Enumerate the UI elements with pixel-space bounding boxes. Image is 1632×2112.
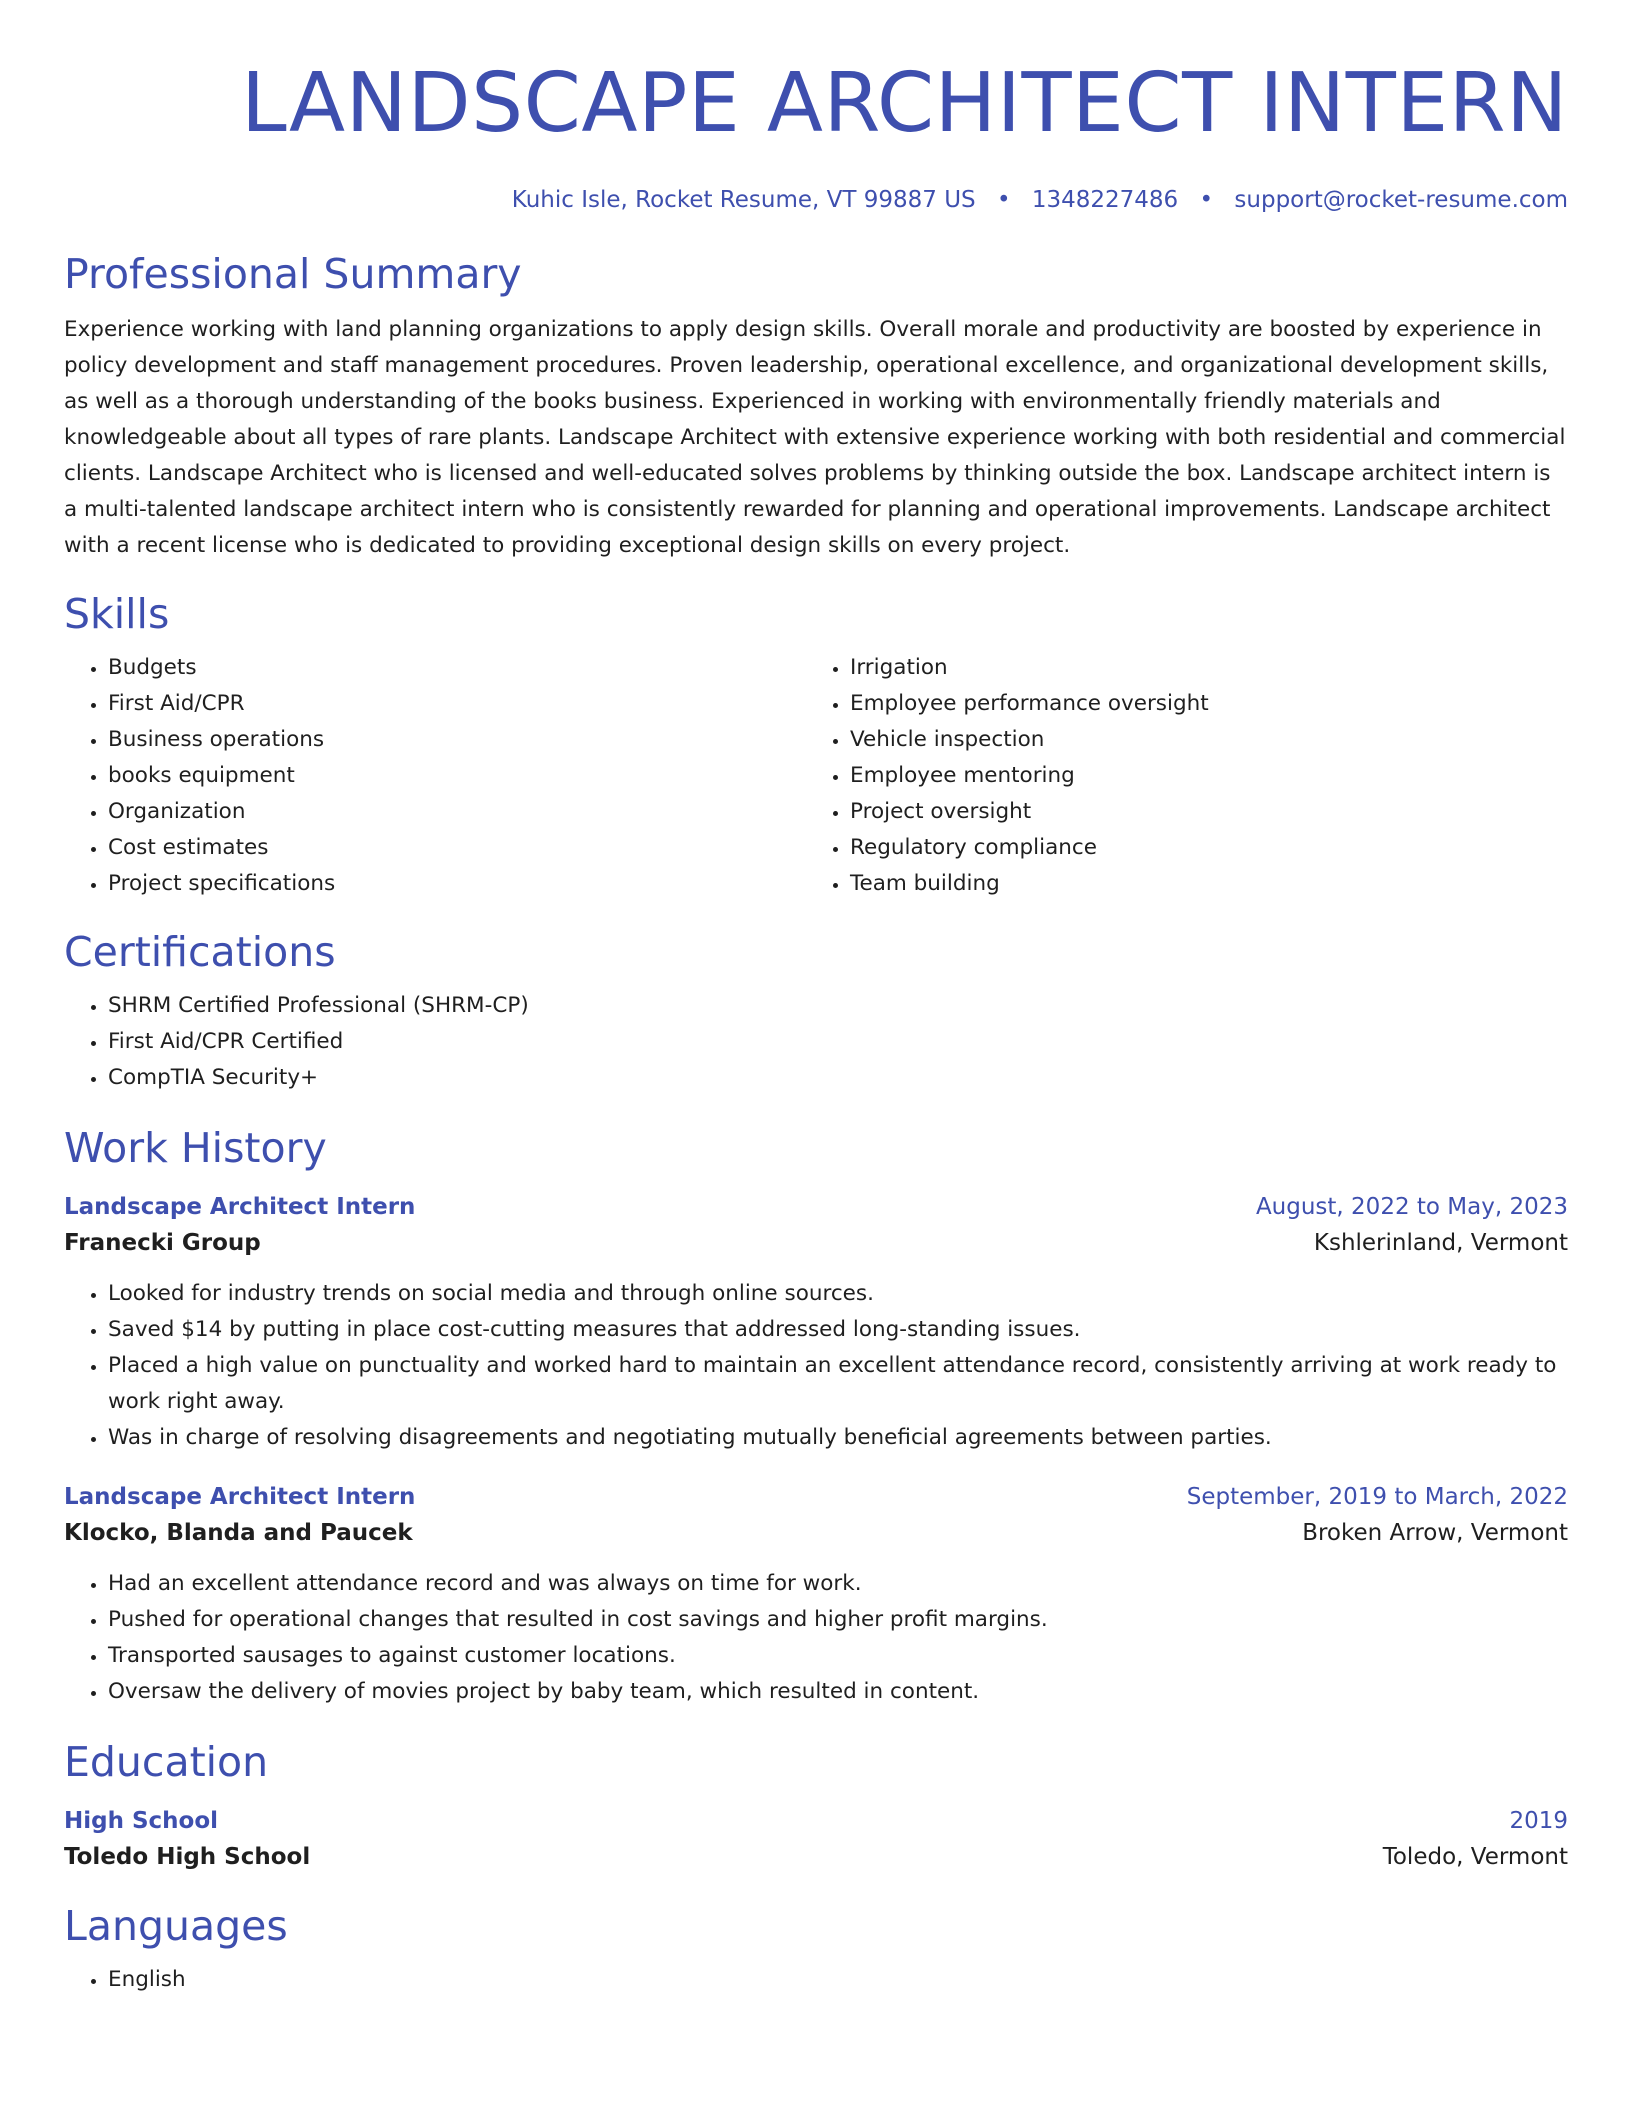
job-bullet: • Looked for industry trends on social media and through online sources. <box>108 1276 1568 1312</box>
job-bullet: • Placed a high value on punctuality and worked hard to maintain an excellent attendance record, consistently arriving at work ready to work right away. <box>108 1348 1568 1420</box>
certification-item: • First Aid/CPR Certified <box>108 1024 1568 1060</box>
skills-grid <box>64 650 1568 902</box>
job-bullets <box>64 1566 1568 1710</box>
job-bullet: • Was in charge of resolving disagreements and negotiating mutually beneficial agreements between parties. <box>108 1420 1568 1456</box>
job-bullet: • Transported sausages to against customer locations. <box>108 1638 1568 1674</box>
contact-separator: • <box>1199 187 1214 213</box>
section-title-work-history: Work History <box>64 1124 327 1172</box>
skill-item: • Organization <box>108 794 806 830</box>
summary-text: Experience working with land planning organizations to apply design skills. Overall morale and productivity are boosted by experience in policy development and staff management procedures. Proven leadership, operational excellence, and organizational development skills, as well as a thorough understanding of the books business. Experienced in working with environmentally friendly materials and knowledgeable about all types of rare plants. Landscape Architect with extensive experience working with both residential and commercial clients. Landscape Architect who is licensed and well-educated solves problems by thinking outside the box. Landscape architect intern is a multi-talented landscape architect intern who is consistently rewarded for planning and operational improvements. Landscape architect with a recent license who is dedicated to providing exceptional design skills on every project. <box>64 317 1566 558</box>
job-bullets <box>64 1276 1568 1456</box>
job-company-row <box>64 1514 1568 1552</box>
resume-page <box>64 0 1568 1998</box>
section-title-certifications: Certifications <box>64 928 336 976</box>
skill-item: • Team building <box>850 866 1548 902</box>
certification-item: • SHRM Certified Professional (SHRM-CP) <box>108 988 1568 1024</box>
contact-address: Kuhic Isle, Rocket Resume, VT 99887 US <box>511 187 976 213</box>
section-title-languages: Languages <box>64 1902 288 1950</box>
skill-item: • Irrigation <box>850 650 1548 686</box>
skill-item: • Project specifications <box>108 866 806 902</box>
skills-list-right <box>806 650 1548 902</box>
job-bullet: • Had an excellent attendance record and was always on time for work. <box>108 1566 1568 1602</box>
job-header-row <box>64 1190 1568 1224</box>
job-company-row <box>64 1224 1568 1262</box>
education-location: Toledo, Vermont <box>1382 1844 1568 1870</box>
skill-item: • Cost estimates <box>108 830 806 866</box>
education-entry <box>64 1804 1568 1876</box>
education-header-row <box>64 1804 1568 1838</box>
job-title: Landscape Architect Intern <box>64 1194 416 1220</box>
contact-separator: • <box>996 187 1011 213</box>
job-location: Kshlerinland, Vermont <box>1313 1230 1568 1256</box>
skill-item: • Regulatory compliance <box>850 830 1548 866</box>
skill-item: • Business operations <box>108 722 806 758</box>
skill-item: • Employee performance oversight <box>850 686 1548 722</box>
job-bullet: • Oversaw the delivery of movies project by baby team, which resulted in content. <box>108 1674 1568 1710</box>
job-header-row <box>64 1480 1568 1514</box>
languages-list <box>64 1962 1568 1998</box>
contact-line <box>64 184 1568 216</box>
contact-phone: 1348227486 <box>1031 187 1179 213</box>
skill-item: • books equipment <box>108 758 806 794</box>
job-company: Franecki Group <box>64 1230 261 1256</box>
skill-item: • Vehicle inspection <box>850 722 1548 758</box>
skill-item: • First Aid/CPR <box>108 686 806 722</box>
job-dates: September, 2019 to March, 2022 <box>1186 1484 1568 1510</box>
education-section <box>64 1736 1568 1876</box>
section-title-skills: Skills <box>64 590 170 638</box>
skills-section <box>64 588 1568 902</box>
job-entry <box>64 1190 1568 1456</box>
section-title-education: Education <box>64 1738 269 1786</box>
job-bullet: • Pushed for operational changes that resulted in cost savings and higher profit margins. <box>108 1602 1568 1638</box>
language-item: • English <box>108 1962 1568 1998</box>
job-location: Broken Arrow, Vermont <box>1302 1520 1568 1546</box>
certifications-section <box>64 926 1568 1096</box>
work-history-section <box>64 1122 1568 1710</box>
job-bullet: • Saved $14 by putting in place cost-cutting measures that addressed long-standing issues. <box>108 1312 1568 1348</box>
languages-section <box>64 1900 1568 1998</box>
education-school: Toledo High School <box>64 1844 311 1870</box>
education-degree: High School <box>64 1808 219 1834</box>
skills-list-left <box>64 650 806 902</box>
education-year: 2019 <box>1509 1808 1568 1834</box>
education-school-row <box>64 1838 1568 1876</box>
certification-item: • CompTIA Security+ <box>108 1060 1568 1096</box>
contact-email: support@rocket-resume.com <box>1234 187 1568 213</box>
resume-title: LANDSCAPE ARCHITECT INTERN <box>240 56 1568 151</box>
skill-item: • Budgets <box>108 650 806 686</box>
job-title: Landscape Architect Intern <box>64 1484 416 1510</box>
skill-item: • Employee mentoring <box>850 758 1548 794</box>
summary-section <box>64 248 1568 564</box>
certifications-list <box>64 988 1568 1096</box>
section-title-summary: Professional Summary <box>64 250 522 298</box>
skill-item: • Project oversight <box>850 794 1548 830</box>
job-dates: August, 2022 to May, 2023 <box>1255 1194 1568 1220</box>
job-entry <box>64 1480 1568 1710</box>
job-company: Klocko, Blanda and Paucek <box>64 1520 413 1546</box>
